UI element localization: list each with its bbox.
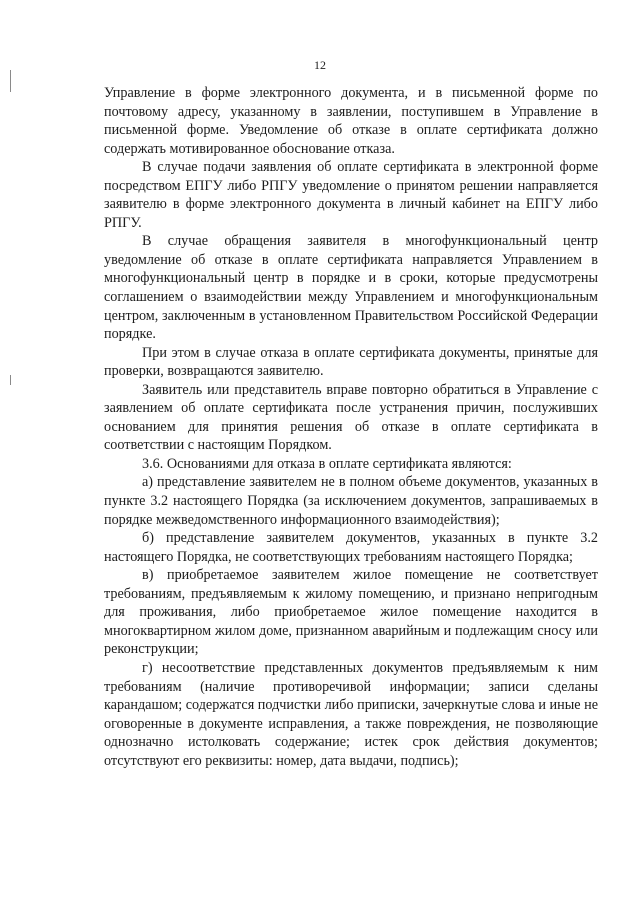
list-item-b: б) представление заявителем документов, указанных в пункте 3.2 настоящего Порядка, не соответствующих требованиям настоящего Порядка; [104,530,598,565]
paragraph-mfc-notification: В случае обращения заявителя в многофункциональный центр уведомление об отказе в оплате сертификата направляется Управлением в многофункциональный центр в порядке и в сроки, которые предусмотрены соглашением о взаимодействии между Управлением и многофункциональным центром, заключенным в установленном Правительством Российской Федерации порядке. [104,233,598,343]
section-3-6-heading: 3.6. Основаниями для отказа в оплате сертификата являются: [142,455,512,472]
paragraph-1-continued: Управление в форме электронного документа, и в письменной форме по почтовому адресу, указанному в заявлении, поступившем в Управление в письменной форме. Уведомление об отказе в оплате сертификата должно содержать мотивированное обоснование отказа. [104,85,598,157]
page-number: 12 [314,58,326,72]
scan-margin-mark-lower [10,375,11,385]
paragraph-documents-return: При этом в случае отказа в оплате сертификата документы, принятые для проверки, возвращаются заявителю. [104,344,598,380]
document-body [104,84,598,770]
list-item-g: г) несоответствие представленных документов предъявляемым к ним требованиям (наличие противоречивой информации; записи сделаны карандашом; содержатся подчистки либо приписки, зачеркнутые слова и иные не оговоренные в документе исправления, а также повреждения, не позволяющие однозначно истолковать содержание; истек срок действия документов; отсутствуют его реквизиты: номер, дата выдачи, подпись); [104,659,598,769]
scan-margin-mark-upper [10,70,11,92]
list-item-a: а) представление заявителем не в полном объеме документов, указанных в пункте 3.2 настоящего Порядка (за исключением документов, запрашиваемых в порядке межведомственного информационного взаимодействия); [104,474,598,528]
paragraph-repeat-application: Заявитель или представитель вправе повторно обратиться в Управление с заявлением об оплате сертификата после устранения причин, послуживших основанием для принятия решения об отказе в оплате сертификата в соответствии с настоящим Порядком. [104,381,598,454]
list-item-v: в) приобретаемое заявителем жилое помещение не соответствует требованиям, предъявляемым к жилому помещению, и признано непригодным для проживания, либо приобретаемое жилое помещение находится в многоквартирном жилом доме, признанном аварийным и подлежащим сносу или реконструкции; [104,567,598,658]
paragraph-electronic-notification: В случае подачи заявления об оплате сертификата в электронной форме посредством ЕПГУ либо РПГУ уведомление о принятом решении направляется заявителю в форме электронного документа в личный кабинет на ЕПГУ либо РПГУ. [104,159,598,231]
